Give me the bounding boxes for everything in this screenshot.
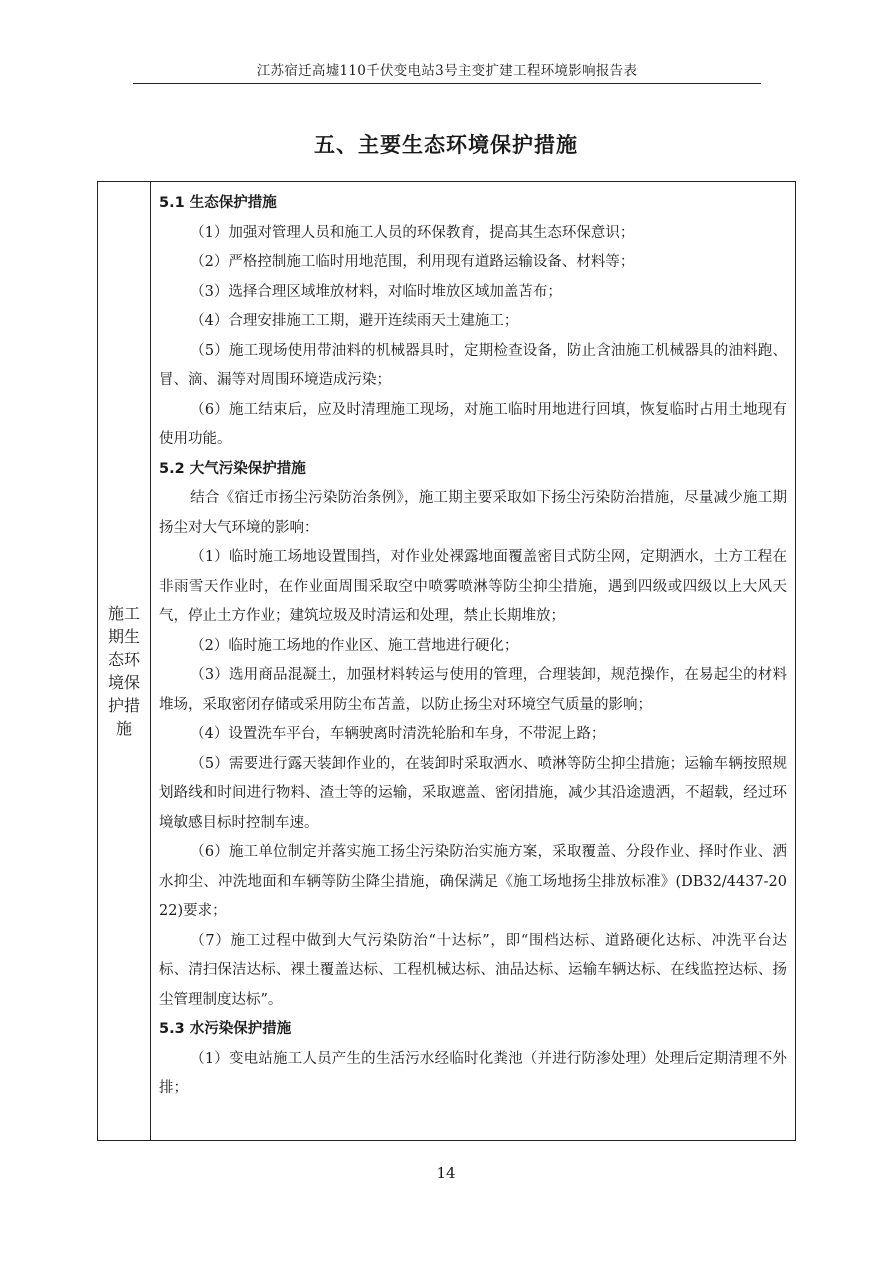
ecology-measure-4: （4）合理安排施工工期，避开连续雨天土建施工； [190, 313, 519, 329]
measures-table [97, 181, 796, 1141]
section-title: 五、主要生态环境保护措施 [314, 133, 578, 157]
air-measure-3: （3）选用商品混凝土，加强材料转运与使用的管理，合理装卸，规范操作，在易起尘的材料堆场，采取密闭存储或采用防尘布苫盖，以防止扬尘对环境空气质量的影响； [159, 667, 787, 713]
air-measure-1: （1）临时施工场地设置围挡，对作业处裸露地面覆盖密目式防尘网，定期洒水，土方工程在非雨雪天作业时，在作业面周围采取空中喷雾喷淋等防尘抑尘措施，遇到四级或四级以上大风天气，停止土方作业；建筑垃圾及时清运和处理，禁止长期堆放； [159, 549, 787, 624]
ecology-measure-1: （1）加强对管理人员和施工人员的环保教育，提高其生态环保意识； [190, 224, 635, 241]
air-measure-2: （2）临时施工场地的作业区、施工营地进行硬化； [190, 637, 519, 654]
air-measure-5: （5）需要进行露天装卸作业的，在装卸时采取洒水、喷淋等防尘抑尘措施；运输车辆按照规划路线和时间进行物料、渣士等的运输，采取遮盖、密闭措施，减少其沿途遗洒，不超载，经过环境敏感目标时控制车速。 [159, 755, 787, 831]
running-header: 江苏宿迁高墟110千伏变电站3号主变扩建工程环境影响报告表 [256, 63, 638, 79]
page-number: 14 [436, 1164, 456, 1182]
section-heading-ecology: 5.1 生态保护措施 [159, 195, 277, 211]
air-measure-7: （7）施工过程中做到大气污染防治“十达标”，即“围档达标、道路硬化达标、冲洗平台达标、清扫保洁达标、裸土覆盖达标、工程机械达标、油品达标、运输车辆达标、在线监控达标、扬尘管理制度达标”。 [159, 932, 787, 1008]
content-cell [151, 182, 795, 1140]
air-intro: 结合《宿迁市扬尘污染防治条例》，施工期主要采取如下扬尘污染防治措施，尽量减少施工期扬尘对大气环境的影响： [159, 490, 787, 536]
air-measure-4: （4）设置洗车平台，车辆驶离时清洗轮胎和车身，不带泥上路； [190, 726, 606, 742]
ecology-measure-2: （2）严格控制施工临时用地范围，利用现有道路运输设备、材料等； [190, 254, 635, 270]
ecology-measure-5: （5）施工现场使用带油料的机械器具时，定期检查设备，防止含油施工机械器具的油料跑、冒、滴、漏等对周围环境造成污染； [159, 342, 787, 388]
section-heading-water: 5.3 水污染保护措施 [159, 1021, 292, 1037]
air-measure-6: （6）施工单位制定并落实施工扬尘污染防治实施方案，采取覆盖、分段作业、择时作业、洒水抑尘、冲洗地面和车辆等防尘降尘措施，确保满足《施工场地扬尘排放标准》(DB32/4437-2022)要求； [159, 844, 787, 919]
row-label: 施工期生态环境保护措施 [107, 604, 140, 738]
header-rule [133, 83, 761, 84]
ecology-measure-6: （6）施工结束后，应及时清理施工现场，对施工临时用地进行回填，恢复临时占用土地现有使用功能。 [159, 401, 787, 447]
section-heading-air: 5.2 大气污染保护措施 [159, 460, 306, 477]
ecology-measure-3: （3）选择合理区域堆放材料，对临时堆放区域加盖苫布； [190, 283, 562, 300]
water-measure-1: （1）变电站施工人员产生的生活污水经临时化粪池（并进行防渗处理）处理后定期清理不外排； [159, 1050, 787, 1096]
row-label-cell [98, 182, 151, 1140]
